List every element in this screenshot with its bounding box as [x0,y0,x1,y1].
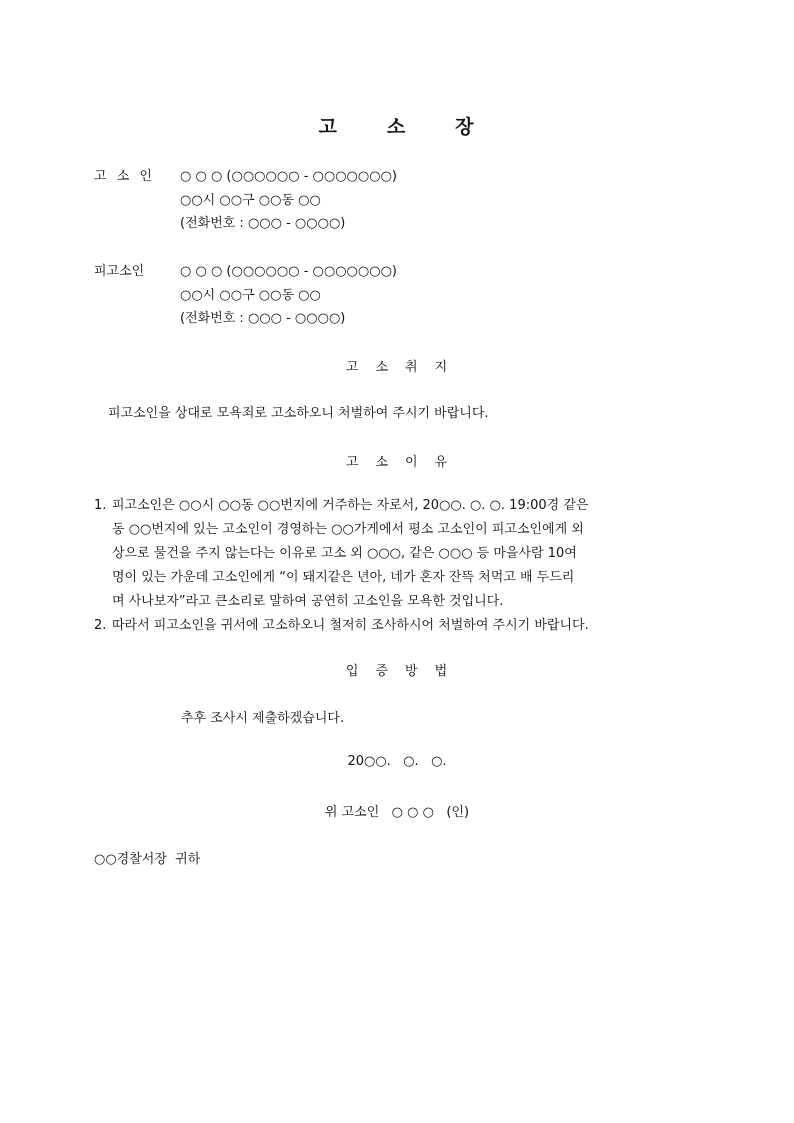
document-date: 20○○. ○. ○. [347,754,447,769]
accused-name-id: ○ ○ ○ (○○○○○○ - ○○○○○○○) [180,264,397,279]
item-line: 상으로 물건을 주지 않는다는 이유로 고소 외 ○○○, 같은 ○○○ 등 마을사람 10여 [112,546,577,561]
complainant-label: 고 소 인 [94,169,155,184]
item-line: 따라서 피고소인을 귀서에 고소하오니 철저히 조사하시어 처벌하여 주시기 바랍니다. [112,618,589,633]
complainant-phone: (전화번호 : ○○○ - ○○○○) [180,216,346,231]
item-line: 동 ○○번지에 있는 고소인이 경영하는 ○○가게에서 평소 고소인이 피고소인에게 외 [112,522,584,537]
heading-char: 소 [375,360,389,375]
accused-address: ○○시 ○○구 ○○동 ○○ [180,288,321,303]
signature-line: 위 고소인 ○ ○ ○ (인) [324,805,470,820]
item-number: 1. [94,498,107,513]
heading-char: 방 [405,664,419,679]
heading-char: 취 [405,360,419,375]
heading-char: 고 [345,455,360,470]
item-line: 며 사나보자”라고 큰소리로 말하여 공연히 고소인을 모욕한 것입니다. [112,594,504,609]
heading-char: 소 [375,455,389,470]
heading-char: 이 [405,455,419,470]
complainant-name-id: ○ ○ ○ (○○○○○○ - ○○○○○○○) [180,169,397,184]
title-char: 소 [386,116,408,138]
list-item [94,614,714,638]
heading-char: 고 [345,360,360,375]
reason-list [94,494,714,638]
purpose-heading [0,356,794,375]
item-number: 2. [94,618,107,633]
heading-char: 지 [434,360,449,375]
title-char: 고 [318,116,339,138]
accused-label: 피고소인 [94,264,145,279]
accused-phone: (전화번호 : ○○○ - ○○○○) [180,311,346,326]
document-title [0,112,794,139]
complainant-address: ○○시 ○○구 ○○동 ○○ [180,193,321,208]
heading-char: 입 [345,664,360,679]
heading-char: 법 [434,664,449,679]
title-char: 장 [455,116,476,138]
evidence-heading [0,660,794,679]
item-line: 명이 있는 가운데 고소인에게 “이 돼지같은 년아, 네가 혼자 잔뜩 처먹고 배 두드리 [112,570,575,585]
heading-char: 증 [375,664,389,679]
item-line: 피고소인은 ○○시 ○○동 ○○번지에 거주하는 자로서, 20○○. ○. ○. 19:00경 같은 [112,498,589,513]
purpose-text: 피고소인을 상대로 모욕죄로 고소하오니 처벌하여 주시기 바랍니다. [108,406,489,421]
evidence-text: 추후 조사시 제출하겠습니다. [181,711,345,726]
heading-char: 유 [434,455,449,470]
recipient-line: ○○경찰서장 귀하 [94,852,201,867]
list-item [94,494,714,614]
reason-heading [0,451,794,470]
